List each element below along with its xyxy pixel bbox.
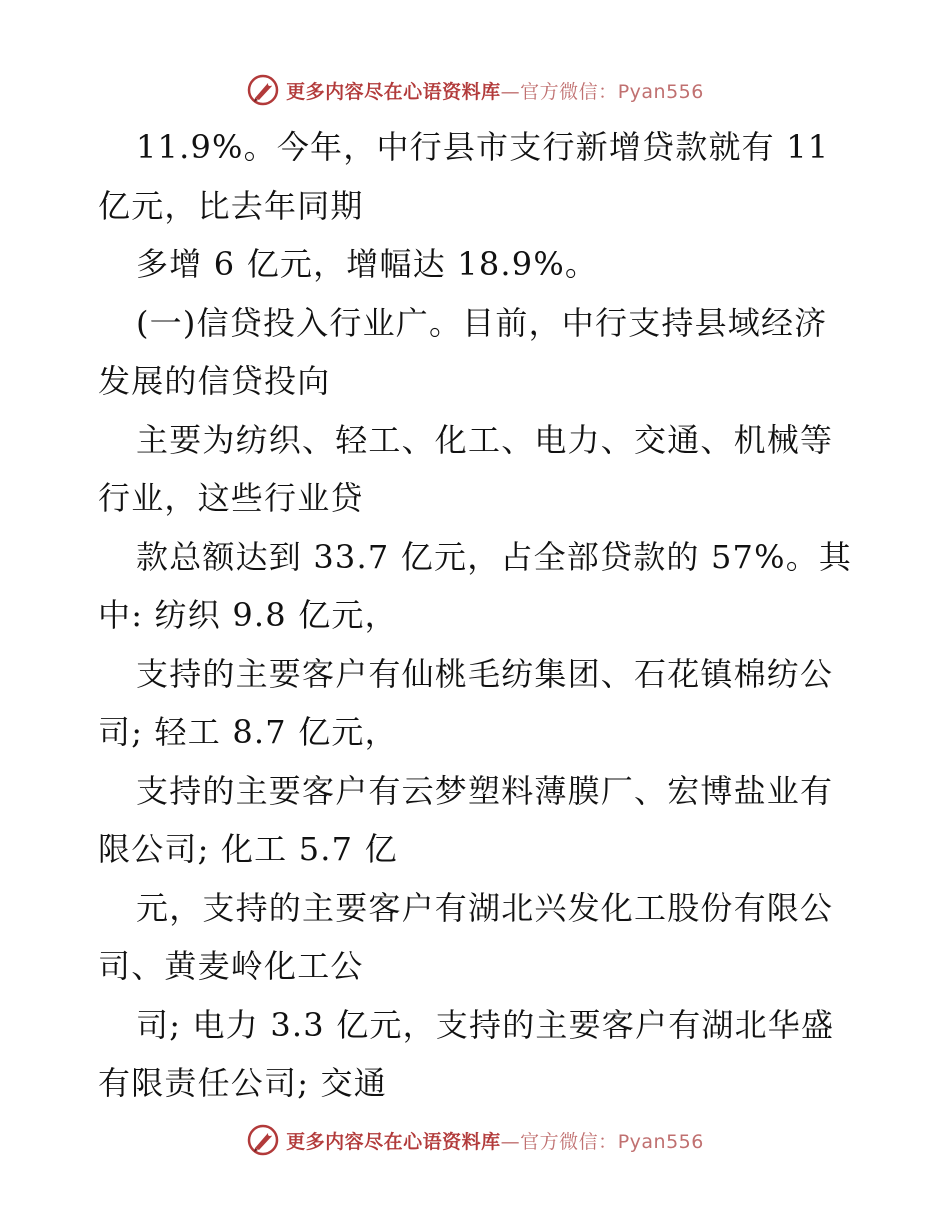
text-line: 款总额达到 33.7 亿元，占全部贷款的 57%。其 [136, 537, 853, 576]
text-line: 多增 6 亿元，增幅达 18.9%。 [136, 245, 599, 283]
text-line: 亿元，比去年同期 [98, 186, 364, 225]
text-line: 司、黄麦岭化工公 [98, 947, 364, 985]
text-line: 支持的主要客户有仙桃毛纺集团、石花镇棉纺公 [136, 654, 834, 693]
text-line: 发展的信贷投向 [98, 362, 331, 400]
footer-watermark [0, 1120, 950, 1160]
watermark-wechat-id: Pyan556 [617, 80, 704, 103]
watermark-sub-text: 官方微信： [520, 80, 618, 103]
watermark-main-text: 更多内容尽在心语资料库 [286, 1130, 501, 1153]
text-line: 支持的主要客户有云梦塑料薄膜厂、宏博盐业有 [136, 771, 834, 810]
text-line: 主要为纺织、轻工、化工、电力、交通、机械等 [136, 420, 834, 459]
text-line: 11.9%。今年，中行县市支行新增贷款就有 11 [136, 128, 830, 166]
text-line: 有限责任公司; 交通 [98, 1064, 387, 1102]
pen-logo-icon [246, 73, 280, 107]
text-line: 元，支持的主要客户有湖北兴发化工股份有限公 [136, 888, 834, 927]
watermark-separator: — [500, 1130, 521, 1153]
text-line: 司; 轻工 8.7 亿元， [98, 713, 398, 751]
watermark-main-text: 更多内容尽在心语资料库 [286, 80, 501, 103]
text-line: 限公司; 化工 5.7 亿 [98, 830, 398, 868]
watermark-wechat-id: Pyan556 [617, 1130, 704, 1153]
text-line: 司; 电力 3.3 亿元，支持的主要客户有湖北华盛 [136, 1005, 835, 1044]
text-line: 中: 纺织 9.8 亿元， [98, 596, 398, 634]
text-line: (一)信贷投入行业广。目前，中行支持县域经济 [136, 303, 828, 342]
pen-logo-icon [246, 1123, 280, 1157]
header-watermark [0, 70, 950, 110]
watermark-sub-text: 官方微信： [520, 1130, 618, 1153]
text-line: 行业，这些行业贷 [98, 479, 364, 517]
watermark-separator: — [500, 80, 521, 103]
document-body [98, 118, 858, 1113]
